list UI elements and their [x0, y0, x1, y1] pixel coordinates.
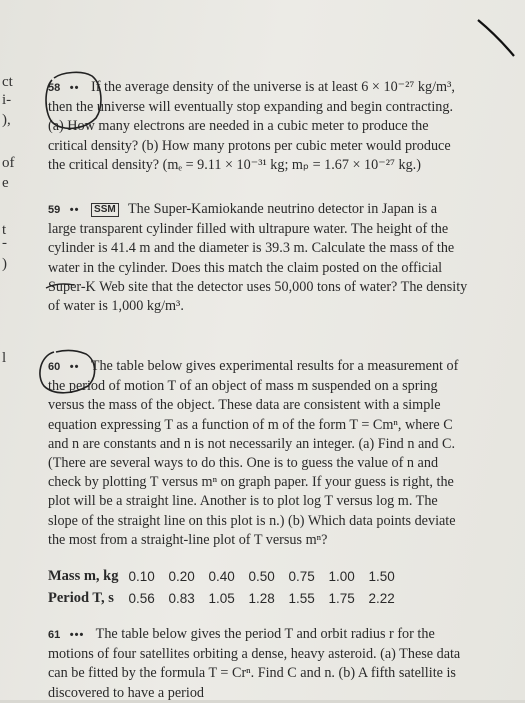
- margin-fragment: ): [2, 256, 7, 272]
- table-cell: 1.50: [368, 569, 395, 584]
- mass-period-table: [48, 566, 409, 610]
- table-cell: 0.75: [288, 569, 315, 584]
- table-cell: 0.20: [168, 569, 195, 584]
- mass-label: Mass m, kg: [48, 568, 119, 584]
- problem-60: [48, 357, 468, 550]
- difficulty-dots: ••: [69, 361, 80, 373]
- difficulty-dots: ••: [69, 204, 80, 216]
- table-cell: 0.10: [128, 569, 155, 584]
- table-cell: 0.50: [248, 569, 275, 584]
- margin-fragment: ),: [2, 112, 11, 128]
- pen-stroke-corner: [478, 20, 514, 56]
- difficulty-dots: •••: [69, 629, 85, 641]
- table-row: [48, 566, 409, 588]
- table-cell: 1.28: [248, 591, 275, 606]
- problem-number: 58: [48, 82, 61, 94]
- margin-fragment: i-: [2, 92, 12, 108]
- table-cell: 0.83: [168, 591, 195, 606]
- table-cell: 1.00: [328, 569, 355, 584]
- table-cell: 0.56: [128, 591, 155, 606]
- table-cell: 1.05: [208, 591, 235, 606]
- problem-text: If the average density of the universe is at least 6 × 10⁻²⁷ kg/m³, then the universe will eventually stop expanding and begin contracting. (a) How many electrons are needed in a cubic meter to produce the critical density? (b) How many protons per cubic meter would produce the critical density? (mₑ = 9.11 × 10⁻³¹ kg; mₚ = 1.67 × 10⁻²⁷ kg.): [48, 79, 455, 173]
- problem-text: The Super-Kamiokande neutrino detector in Japan is a large transparent cylinder filled with ultrapure water. The height of the cylinder is 41.4 m and the diameter is 39.3 m. Calculate the mass of the water in the cylinder. Does this match the claim posted on the official Super-K Web site that the detector uses 50,000 tons of water? The density of water is 1,000 kg/m³.: [48, 201, 468, 315]
- margin-fragment: of: [2, 155, 15, 171]
- problem-text: The table below gives the period T and orbit radius r for the motions of four satellites orbiting a dense, heavy asteroid. (a) These data can be fitted by the formula T = Crⁿ. Find C and n. (b) A fifth satellite is discovered to have a period: [48, 626, 461, 701]
- margin-fragment: e: [2, 175, 9, 191]
- table-cell: 1.55: [288, 591, 315, 606]
- margin-fragment: l: [2, 350, 7, 366]
- problem-number: 60: [48, 361, 61, 373]
- period-label: Period T, s: [48, 590, 114, 606]
- table-cell: 0.40: [208, 569, 235, 584]
- problem-59: [48, 200, 468, 316]
- problem-text: The table below gives experimental results for a measurement of the period of motion T of an object of mass m suspended on a spring versus the mass of the object. These data are consistent with a simple equation expressing T as a function of m of the form T = Cmⁿ, where C and n are constants and n is not necessarily an integer. (a) Find n and C. (There are several ways to do this. One is to guess the value of n and check by plotting T versus mⁿ on graph paper. If your guess is right, the plot will be a straight line. Another is to plot log T versus log m. The slope of the straight line on this plot is n.) (b) Which data points deviate the most from a straight-line plot of T versus mⁿ?: [48, 358, 459, 548]
- problem-number: 61: [48, 629, 61, 641]
- margin-fragment: t: [2, 222, 7, 238]
- difficulty-dots: ••: [69, 82, 80, 94]
- margin-fragment: ct: [2, 74, 13, 90]
- problem-61: [48, 625, 468, 703]
- margin-fragment: -: [2, 235, 7, 251]
- table-row: [48, 588, 409, 610]
- ssm-badge: SSM: [91, 203, 119, 217]
- table-cell: 1.75: [328, 591, 355, 606]
- problem-58: [48, 78, 468, 175]
- table-cell: 2.22: [368, 591, 395, 606]
- problem-number: 59: [48, 204, 61, 216]
